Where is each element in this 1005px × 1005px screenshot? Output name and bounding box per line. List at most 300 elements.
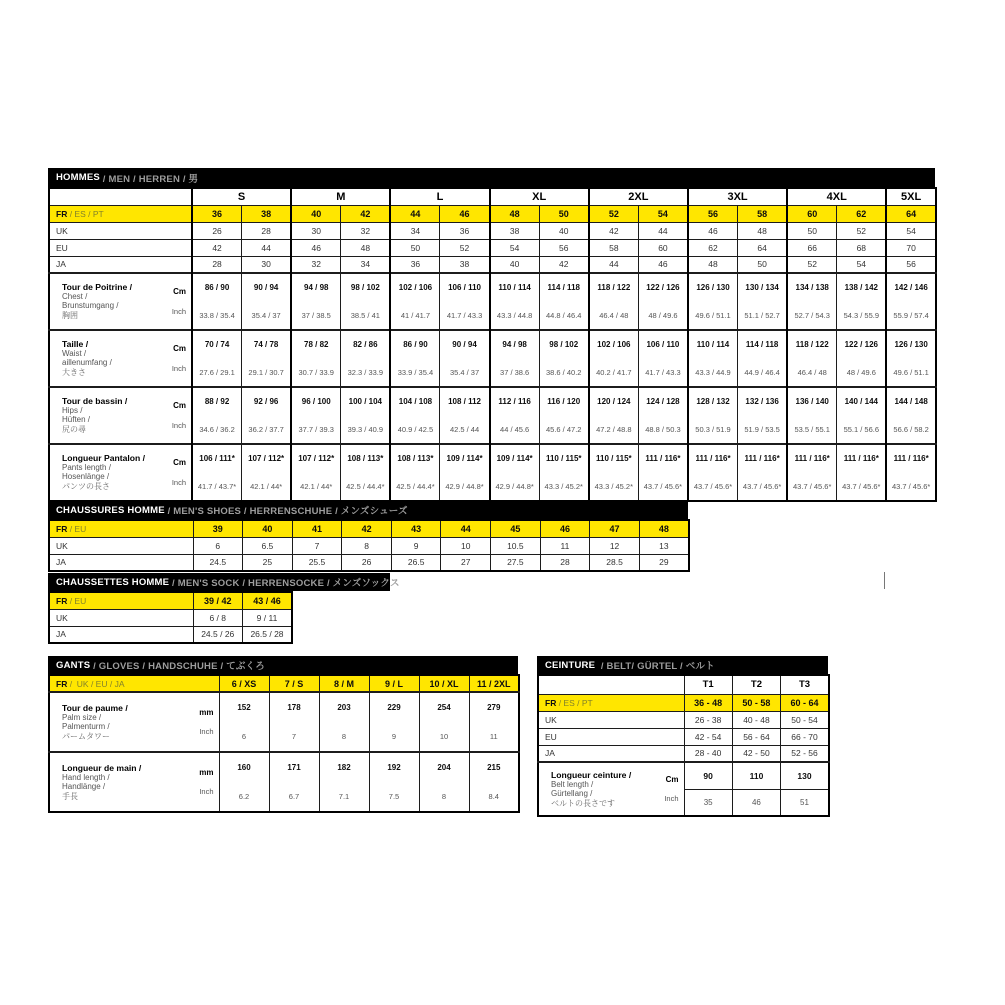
value-metric: 110 / 114 [696,340,730,350]
measure-value-cell [419,752,469,812]
value-metric: 126 / 130 [894,340,928,350]
measure-value-cell [341,444,391,501]
size-value-cell: 66 - 70 [781,728,829,745]
measure-value-cell [419,692,469,752]
value-inch: 42.5 / 44.4* [396,481,435,491]
measure-value-cell [341,387,391,444]
unit-bottom-label: Inch [171,420,186,430]
size-value-cell: 11 / 2XL [469,675,519,692]
value-metric: 171 [287,763,301,772]
value-inch: 27.6 / 29.1 [199,367,235,377]
size-value-cell: 44 [390,205,440,222]
row-label-main: FR [56,678,68,689]
value-metric: 279 [487,703,501,712]
value-metric: 140 / 144 [844,397,878,407]
size-group-cell: 2XL [589,188,688,205]
measure-value-cell [589,273,639,330]
size-value-cell: 56 - 64 [732,728,780,745]
size-value-cell: 62 [837,205,887,222]
size-value-cell: 40 [243,520,293,537]
hommes-title-bar [48,168,935,187]
unit-top-label: Cm [173,287,186,297]
size-value-cell: 48 [490,205,540,222]
size-value-cell: 41 [292,520,342,537]
size-value-cell: 36 [192,205,242,222]
size-value-cell: 68 [837,239,887,256]
socks-size-table [48,591,293,644]
measure-translation: Belt length / [551,779,594,789]
value-metric: 111 / 116* [843,454,879,464]
measure-value-cell [589,330,639,387]
size-group-cell: 3XL [688,188,787,205]
size-value-cell: 66 [787,239,837,256]
value-metric: 110 / 115* [596,454,632,464]
value-inch: 41 / 41.7 [400,310,431,320]
measure-name: Tour de Poitrine / [62,282,133,292]
value-metric: 110 / 114 [498,283,531,293]
gloves-title-sub: / GLOVES / HANDSCHUHE / てぶくろ [90,661,265,672]
value-inch: 9 [391,732,397,741]
row-label-main: JA [56,259,66,270]
size-value-cell: 6 / XS [219,675,269,692]
measure-value-cell [469,692,519,752]
value-metric: 160 [237,763,251,772]
row-label-main: EU [545,731,557,742]
size-value-cell: 9 [391,537,441,554]
value-inch: 29.1 / 30.7 [248,367,284,377]
size-value-cell: 60 - 64 [781,694,829,711]
value-inch: 7 [291,732,297,741]
size-value-cell: 28 [192,256,242,273]
measure-value-cell [638,387,688,444]
size-value-cell: 9 / 11 [243,609,293,626]
value-metric: 122 / 126 [646,283,680,293]
size-value-cell: 6 / 8 [193,609,243,626]
size-value-cell: 52 [440,239,490,256]
value-inch: 42.5 / 44.4* [346,481,385,491]
value-metric: 70 / 74 [204,340,230,350]
value-inch: 6 [241,732,247,741]
value-inch: 44.9 / 46.4 [744,367,780,377]
value-inch: 46.4 / 48 [797,367,827,377]
measure-translation: Handlänge / [62,781,106,791]
size-value-cell: 42 [539,256,589,273]
size-value-cell: 42 - 50 [732,745,780,762]
value-metric: 182 [337,763,351,772]
size-value-cell: 28 [242,222,292,239]
size-value-cell: 38 [490,222,540,239]
value-inch: 8 [341,732,347,741]
value-metric: 109 / 114* [446,454,483,464]
measure-value-cell [738,387,788,444]
unit-top-label: mm [199,767,214,777]
value-metric: 92 / 96 [253,397,279,407]
shoes-title: CHAUSSURES HOMME [56,504,165,516]
value-metric: 111 / 116* [794,454,830,464]
size-value-cell: 42 - 54 [684,728,732,745]
row-label-rest: / EU [67,595,87,606]
value-inch: 37 / 38.6 [500,367,530,377]
value-metric: 152 [237,703,251,712]
size-value-cell: 28 [540,554,590,571]
measure-value-cell [390,330,440,387]
measure-value-cell [837,444,887,501]
value-inch: 33.8 / 35.4 [199,310,235,320]
row-label-rest: / ES / PT [67,208,104,219]
size-value-cell: 12 [590,537,640,554]
size-value-cell: 42 [342,520,392,537]
value-inch: 41.7 / 43.3 [446,310,483,320]
value-metric: 111 / 116* [744,454,780,464]
size-value-cell: 52 [837,222,887,239]
shoes-size-table [48,519,690,572]
value-inch: 51.9 / 53.5 [744,424,780,434]
value-metric: 215 [487,763,501,772]
value-inch: 6.7 [288,792,300,801]
value-metric: 94 / 98 [304,283,329,293]
value-metric: 128 / 132 [696,397,730,407]
measure-value-cell [440,330,490,387]
belt-title: CEINTURE [545,659,596,671]
measure-translation: ベルトの長さです [551,798,615,808]
value-metric: 108 / 112 [448,397,481,407]
value-inch: 55.1 / 56.6 [843,424,880,434]
value-metric: 82 / 86 [353,340,378,350]
value-metric: 116 / 120 [547,397,581,407]
value-inch: 42.9 / 44.8* [495,481,534,491]
belt-length-cell [684,762,732,816]
measure-value-cell [440,444,490,501]
row-label-main: FR [545,697,557,708]
measure-translation: パンツの長さ [62,482,110,491]
measure-name: Tour de paume / [62,702,128,713]
value-metric: 112 / 116 [498,397,531,407]
measure-translation: Pants length / [62,463,111,472]
row-label [538,728,684,745]
row-label-main: JA [545,748,555,759]
value-metric: 142 / 146 [894,283,928,293]
measure-value-cell [192,387,242,444]
size-value-cell: 36 - 48 [684,694,732,711]
size-value-cell: 11 [540,537,590,554]
socks-table-grid [48,591,293,644]
row-label [538,745,684,762]
value-metric: 130 / 134 [745,283,779,293]
measure-translation: パームタワー [62,731,110,741]
measure-value-cell [738,444,788,501]
measure-value-cell [440,387,490,444]
value-inch: 32.3 / 33.9 [347,367,384,377]
measure-value-cell [390,387,440,444]
measure-value-cell [242,444,292,501]
measure-translation: Gürtellang / [551,788,593,798]
measure-value-cell [688,444,738,501]
size-value-cell: 26 [342,554,392,571]
value-inch: 36.2 / 37.7 [248,424,284,434]
value-inch: 40.9 / 42.5 [397,424,434,434]
value-inch: 48.8 / 50.3 [645,424,681,434]
value-metric: 104 / 108 [398,397,433,407]
value-inch: 41.7 / 43.7* [197,481,237,491]
value-inch: 46 [751,798,761,807]
value-inch: 45.6 / 47.2 [546,424,582,434]
size-value-cell: 40 [291,205,341,222]
measure-translation: 大きさ [62,368,86,377]
value-metric: 74 / 78 [253,340,279,350]
value-inch: 8 [441,792,447,801]
size-value-cell: 25.5 [292,554,342,571]
size-group-cell: 4XL [787,188,886,205]
size-value-cell: 50 - 58 [732,694,780,711]
value-metric: 192 [387,763,401,772]
value-metric: 110 / 115* [545,454,582,464]
value-inch: 43.7 / 45.6* [793,481,832,491]
size-value-cell: 40 [490,256,540,273]
size-value-cell: 26 - 38 [684,711,732,728]
measure-value-cell [688,330,738,387]
belt-length-cell [781,762,829,816]
measure-translation: aillenumfang / [62,358,112,367]
measure-value-cell [341,273,391,330]
measure-value-cell [490,387,540,444]
measure-value-cell [490,444,540,501]
value-inch: 49.6 / 51.1 [695,310,731,320]
row-label [49,609,193,626]
value-inch: 38.5 / 41 [350,310,380,320]
unit-bottom-label: Inch [171,363,186,373]
value-metric: 122 / 126 [844,340,878,350]
size-value-cell: 42 [341,205,391,222]
size-value-cell: 34 [341,256,391,273]
row-label-main: JA [56,629,66,640]
shoes-title-bar [48,501,688,519]
socks-title-sub: / MEN'S SOCK / HERRENSOCKE / メンズソックス [169,578,400,589]
value-metric: 203 [337,703,351,712]
row-label [49,537,193,554]
measure-value-cell [219,692,269,752]
value-metric: 136 / 140 [795,397,829,407]
measure-value-cell [787,273,837,330]
belt-length-cell [732,762,780,816]
unit-top-label: Cm [665,774,679,784]
measure-label [49,273,192,330]
belt-header-spacer [538,675,684,694]
row-label-main: FR [56,595,68,606]
value-inch: 11 [489,732,498,741]
unit-bottom-label: Inch [171,306,186,316]
value-metric: 106 / 111* [199,454,235,464]
measure-value-cell [539,387,589,444]
measure-translation: Hüften / [62,415,91,424]
value-inch: 39.3 / 40.9 [347,424,384,434]
measure-value-cell [539,273,589,330]
value-metric: 107 / 112* [298,454,335,464]
row-label [49,239,192,256]
value-metric: 114 / 118 [547,283,580,293]
value-inch: 50.3 / 51.9 [695,424,731,434]
value-inch: 43.3 / 44.9 [695,367,731,377]
measure-value-cell [837,273,887,330]
measure-value-cell [738,273,788,330]
value-metric: 118 / 122 [795,340,829,350]
value-inch: 34.6 / 36.2 [199,424,235,434]
value-inch: 35.4 / 37 [251,310,281,320]
value-inch: 49.6 / 51.1 [893,367,929,377]
value-metric: 98 / 102 [350,283,380,293]
measure-value-cell [341,330,391,387]
measure-value-cell [390,273,440,330]
size-value-cell: 54 [490,239,540,256]
value-inch: 42.9 / 44.8* [445,481,484,491]
size-group-cell: M [291,188,390,205]
measure-value-cell [440,273,490,330]
hommes-title: HOMMES [56,172,100,183]
size-value-cell: 45 [491,520,541,537]
measure-name: Taille / [62,339,89,349]
value-metric: 114 / 118 [745,340,779,350]
measure-value-cell [469,752,519,812]
measure-value-cell [589,444,639,501]
value-metric: 229 [387,703,401,712]
row-label [49,256,192,273]
value-inch: 43.3 / 45.2* [594,481,634,491]
value-metric: 106 / 110 [646,340,680,350]
measure-translation: Brunstumgang / [62,301,119,310]
row-label [49,554,193,571]
measure-value-cell [787,444,837,501]
measure-value-cell [738,330,788,387]
gloves-size-table [48,674,520,813]
measure-value-cell [688,273,738,330]
size-value-cell: 6.5 [243,537,293,554]
size-value-cell: 60 [787,205,837,222]
value-inch: 30.7 / 33.9 [298,367,334,377]
unit-bottom-label: Inch [199,727,214,737]
size-value-cell: 38 [440,256,490,273]
value-inch: 43.7 / 45.6* [891,481,931,491]
size-value-cell: 44 [242,239,292,256]
measure-value-cell [837,330,887,387]
value-inch: 55.9 / 57.4 [893,310,929,320]
row-label [538,711,684,728]
value-inch: 37 / 38.5 [301,310,331,320]
measure-value-cell [242,330,292,387]
value-metric: 138 / 142 [844,283,878,293]
value-metric: 120 / 124 [597,397,631,407]
measure-value-cell [539,330,589,387]
size-value-cell: 7 / S [269,675,319,692]
size-value-cell: 25 [243,554,293,571]
measure-value-cell [539,444,589,501]
size-value-cell: 9 / L [369,675,419,692]
size-value-cell: 48 [341,239,391,256]
measure-value-cell [390,444,440,501]
value-inch: 56.6 / 58.2 [893,424,929,434]
value-metric: 96 / 100 [301,397,331,407]
value-metric: 107 / 112* [248,454,285,464]
measure-name: Longueur Pantalon / [62,453,146,463]
value-metric: 108 / 113* [397,454,434,464]
row-label [49,675,219,692]
measure-translation: Chest / [62,292,88,301]
size-value-cell: 64 [738,239,788,256]
hommes-size-table [48,187,937,502]
measure-value-cell [369,692,419,752]
value-metric: 94 / 98 [502,340,527,350]
socks-title: CHAUSSETTES HOMME [56,576,170,588]
measure-value-cell [192,330,242,387]
belt-table-grid [537,674,830,817]
size-value-cell: 26.5 / 28 [243,626,293,643]
measure-value-cell [837,387,887,444]
value-inch: 51.1 / 52.7 [744,310,780,320]
row-label-main: EU [56,242,68,253]
measure-value-cell [319,752,369,812]
value-metric: 86 / 90 [403,340,428,350]
measure-translation: Hips / [62,406,83,415]
value-metric: 88 / 92 [204,397,230,407]
value-inch: 42.1 / 44* [250,481,283,491]
row-label [49,205,192,222]
size-value-cell: 40 - 48 [732,711,780,728]
measure-value-cell [490,330,540,387]
size-value-cell: 34 [390,222,440,239]
size-value-cell: 6 [193,537,243,554]
size-value-cell: 43 [391,520,441,537]
value-metric: 254 [437,703,451,712]
size-value-cell: 56 [688,205,738,222]
size-value-cell: 62 [688,239,738,256]
size-group-cell: 5XL [886,188,936,205]
row-label [49,520,193,537]
measure-name: Tour de bassin / [62,396,128,406]
size-group-cell: XL [490,188,589,205]
value-inch: 43.7 / 45.6* [693,481,733,491]
value-metric: 102 / 106 [398,283,433,293]
row-label-rest: / ES / PT [556,697,593,708]
measure-translation: 手長 [62,791,78,801]
value-metric: 102 / 106 [597,340,631,350]
value-metric: 178 [287,703,301,712]
value-inch: 52.7 / 54.3 [794,310,830,320]
size-value-cell: 29 [639,554,689,571]
value-inch: 38.6 / 40.2 [546,367,582,377]
size-value-cell: 58 [589,239,639,256]
measure-translation: Hosenlänge / [62,472,110,481]
value-inch: 51 [800,798,809,807]
measure-value-cell [638,330,688,387]
size-value-cell: 8 / M [319,675,369,692]
measure-label [49,752,219,812]
value-metric: 111 / 116* [695,454,731,464]
value-metric: 132 / 136 [745,397,779,407]
row-label-main: UK [545,714,557,725]
size-value-cell: 10 / XL [419,675,469,692]
size-value-cell: 38 [242,205,292,222]
measure-value-cell [291,330,341,387]
size-value-cell: 70 [886,239,936,256]
socks-title-bar [48,573,400,591]
unit-top-label: mm [199,707,214,717]
row-label-main: JA [56,557,66,568]
value-metric: 86 / 90 [204,283,230,293]
value-metric: 90 / 94 [253,283,279,293]
size-value-cell: 32 [341,222,391,239]
size-value-cell: 36 [390,256,440,273]
size-value-cell: 39 [193,520,243,537]
measure-value-cell [886,387,936,444]
size-value-cell: 60 [638,239,688,256]
